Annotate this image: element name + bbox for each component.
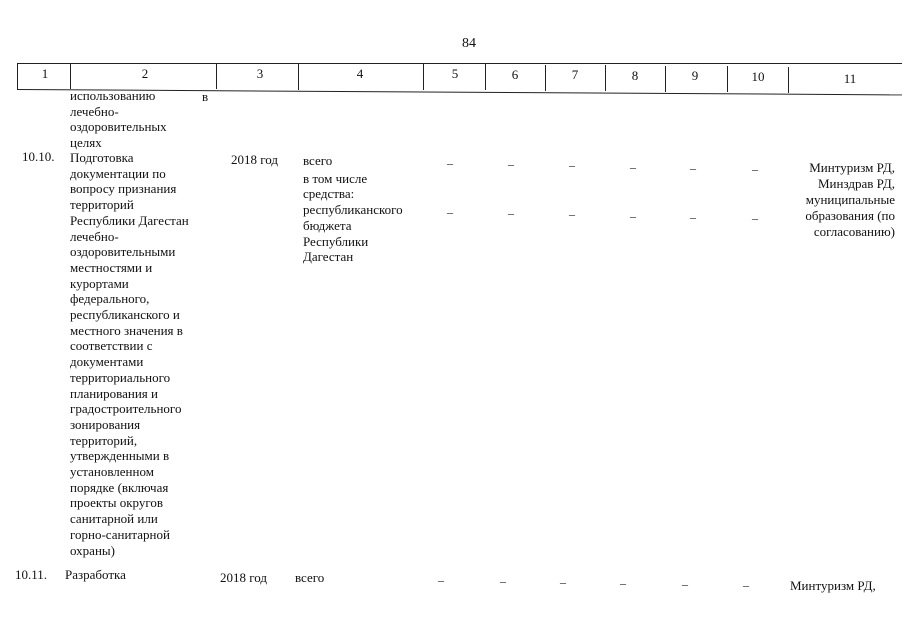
text-line: утвержденными в <box>70 448 170 464</box>
value-dash: – <box>743 578 749 592</box>
header-top-border <box>17 63 902 64</box>
text-line: территорий <box>70 197 134 213</box>
text-line: вопросу признания <box>70 181 177 197</box>
row-year: 2018 год <box>220 570 267 585</box>
header-divider <box>605 65 606 91</box>
header-cell: 5 <box>451 66 459 81</box>
value-dash: – <box>569 207 575 221</box>
text-line: территорий, <box>70 432 138 448</box>
value-dash: – <box>690 161 696 175</box>
text-line: Дагестан <box>303 249 354 265</box>
header-divider <box>298 64 299 90</box>
text-line: целях <box>70 135 102 151</box>
text-line: горно-санитарной <box>70 526 170 542</box>
text-line: установленном <box>70 464 154 480</box>
text-line: градостроительного <box>70 401 182 417</box>
value-dash: – <box>630 160 636 174</box>
row-year: 2018 год <box>231 152 278 167</box>
header-cell: 2 <box>141 66 149 81</box>
text-line: документации по <box>70 165 166 181</box>
continuation-text <box>70 88 210 151</box>
header-cell: 8 <box>631 68 639 83</box>
value-dash: – <box>508 206 514 220</box>
header-cell: 4 <box>356 66 364 81</box>
text-line: документами <box>70 354 144 370</box>
header-divider <box>17 63 18 89</box>
text-line: использованию <box>70 88 156 103</box>
header-divider <box>70 63 71 89</box>
row-executor <box>790 160 895 240</box>
value-dash: – <box>447 205 453 219</box>
text-line: оздоровительных <box>70 119 167 135</box>
continuation-letter: в <box>202 89 209 104</box>
text-line: планирования и <box>70 385 158 401</box>
text-line: местного значения в <box>70 322 183 338</box>
page-number: 84 <box>462 36 476 51</box>
row-description: Разработка <box>65 567 126 582</box>
text-line: оздоровительными <box>70 244 176 260</box>
header-divider <box>788 67 789 93</box>
value-dash: – <box>620 576 626 590</box>
header-divider <box>423 64 424 90</box>
row-number: 10.10. <box>22 149 55 164</box>
value-dash: – <box>447 156 453 170</box>
text-line: бюджета <box>303 217 352 233</box>
value-dash: – <box>752 211 758 225</box>
text-line: Минтуризм РД, <box>809 160 895 175</box>
text-line: муниципальные <box>805 192 895 207</box>
value-dash: – <box>508 157 514 171</box>
value-dash: – <box>560 575 566 589</box>
text-line: Республики <box>303 233 369 249</box>
header-divider <box>665 66 666 92</box>
header-cell: 3 <box>256 66 264 81</box>
text-line: лечебно- <box>70 103 119 119</box>
text-line: всего <box>303 153 333 168</box>
header-cell: 11 <box>843 71 857 86</box>
text-line: порядке (включая <box>70 479 169 495</box>
text-line: федерального, <box>70 291 150 307</box>
text-line: Подготовка <box>70 150 134 165</box>
row-description <box>70 150 210 558</box>
header-cell: 9 <box>691 68 699 83</box>
text-line: зонирования <box>70 416 141 432</box>
row-number: 10.11. <box>15 567 48 582</box>
header-divider <box>727 66 728 92</box>
text-line: проекты округов <box>70 495 163 511</box>
text-line: средства: <box>303 186 355 202</box>
value-dash: – <box>690 210 696 224</box>
text-line: территориального <box>70 369 171 385</box>
text-line: согласованию) <box>813 224 895 239</box>
text-line: местностями и <box>70 259 153 275</box>
text-line: охраны) <box>70 542 115 558</box>
value-dash: – <box>630 209 636 223</box>
value-dash: – <box>438 573 444 587</box>
row-executor: Минтуризм РД, <box>790 578 876 593</box>
header-divider <box>485 64 486 90</box>
text-line: Минздрав РД, <box>817 176 895 191</box>
text-line: курортами <box>70 275 129 291</box>
header-cell: 6 <box>511 67 519 82</box>
header-cell: 10 <box>751 69 765 84</box>
row-funding-source <box>303 153 423 265</box>
row-funding-source: всего <box>295 570 325 585</box>
text-line: республиканского <box>303 202 403 218</box>
header-cell: 7 <box>571 67 579 82</box>
text-line: санитарной или <box>70 511 158 527</box>
text-line: лечебно- <box>70 228 119 244</box>
text-line: республиканского и <box>70 307 180 323</box>
header-divider <box>545 65 546 91</box>
header-divider <box>216 63 217 89</box>
value-dash: – <box>682 577 688 591</box>
value-dash: – <box>752 162 758 176</box>
value-dash: – <box>569 158 575 172</box>
text-line: соответствии с <box>70 338 153 354</box>
text-line: образования (по <box>805 208 895 223</box>
header-cell: 1 <box>41 66 49 81</box>
text-line: Республики Дагестан <box>70 212 189 228</box>
value-dash: – <box>500 574 506 588</box>
text-line: в том числе <box>303 170 368 186</box>
